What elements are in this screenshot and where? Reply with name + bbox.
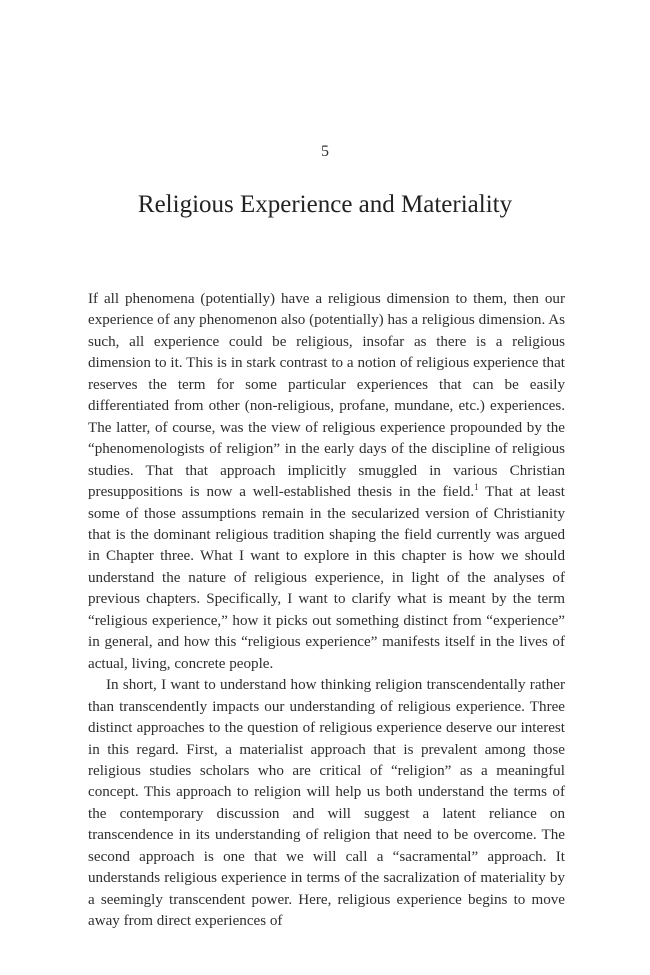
chapter-number: 5 bbox=[321, 143, 329, 160]
footnote-reference: 1 bbox=[474, 482, 479, 493]
paragraph-1-text-before-note: If all phenomena (potentially) have a religious dimension to them, then our experience of any phenomenon also (potentially) has a religious dimension. As such, all experience could be religious, insofar as there is a religious dimension to it. This is in stark contrast to a notion of religious experience that reserves the term for some particular experiences that can be easily differentiated from other (non-religious, profane, mundane, etc.) experiences. The latter, of course, was the view of religious experience propounded by the “phenomenologists of religion” in the early days of the discipline of religious studies. That that approach implicitly smuggled in various Christian presuppositions is now a well-established thesis in the field. bbox=[88, 291, 565, 501]
chapter-body bbox=[88, 289, 565, 933]
paragraph-2: In short, I want to understand how thinking religion transcendentally rather than transcendently impacts our understanding of religious experience. Three distinct approaches to the question of religious experience deserve our interest in this regard. First, a materialist approach that is prevalent among those religious studies scholars who are critical of “religion” as a meaningful concept. This approach to religion will help us both understand the terms of the contemporary discussion and will suggest a latent reliance on transcendence in its understanding of religion that need to be overcome. The second approach is one that we will call a “sacramental” approach. It understands religious experience in terms of the sacralization of materiality by a seemingly transcendent power. Here, religious experience begins to move away from direct experiences of bbox=[88, 677, 565, 930]
paragraph-1 bbox=[88, 289, 565, 675]
paragraph-1-text-after-note: That at least some of those assumptions remain in the secularized version of Christianity that is the dominant religious tradition shaping the field currently was argued in Chapter three. What I want to explore in this chapter is how we should understand the nature of religious experience, in light of the analyses of previous chapters. Specifically, I want to clarify what is meant by the term “religious experience,” how it picks out something distinct from “experience” in general, and how this “religious experience” manifests itself in the lives of actual, living, concrete people. bbox=[88, 484, 565, 672]
chapter-title: Religious Experience and Materiality bbox=[137, 191, 513, 218]
